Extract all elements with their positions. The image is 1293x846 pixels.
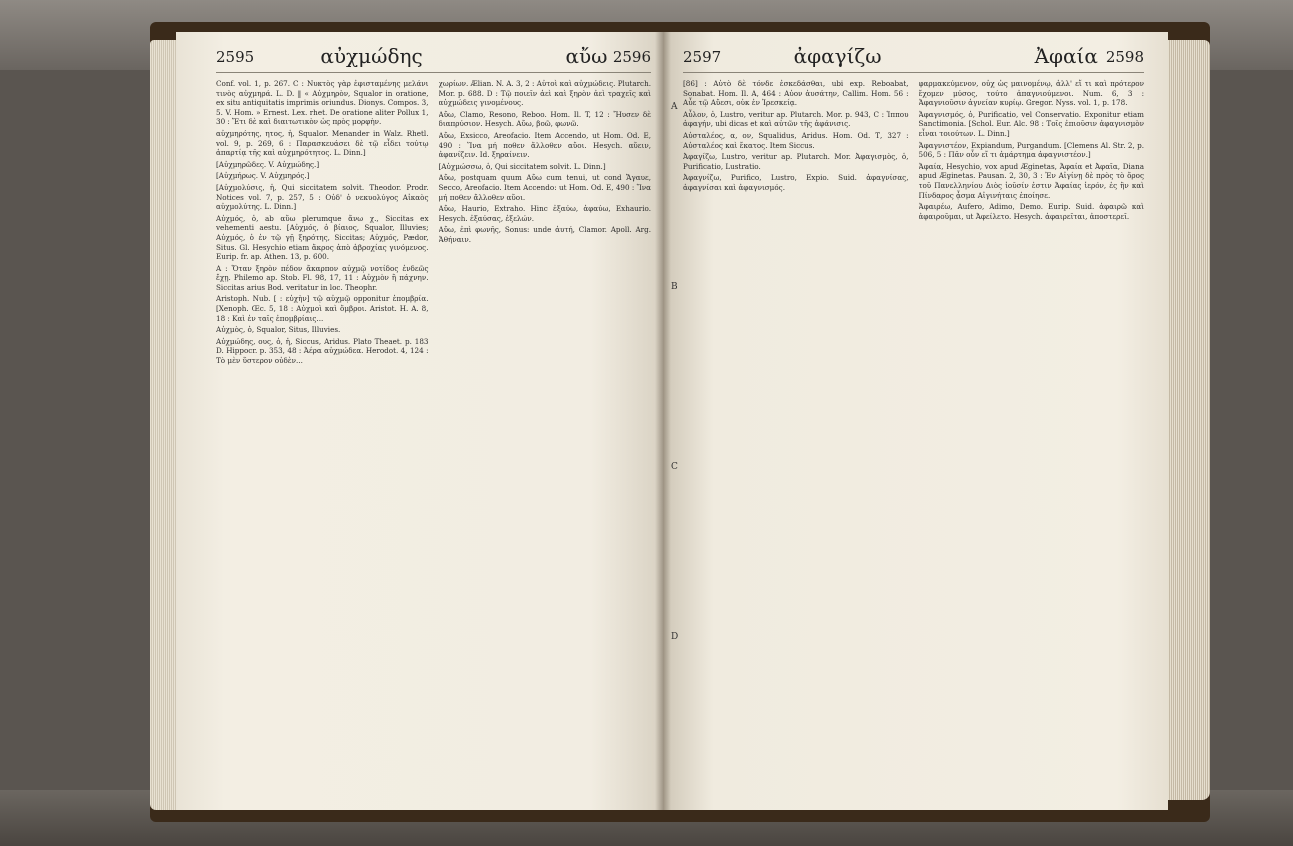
- section-letter: B: [671, 282, 678, 292]
- entry-paragraph: Ἀφαγνίζω, Purifico, Lustro, Expio. Suid. ἀφαγνίσας, ἀφαγνίσαι καὶ ἀφαγνισμός.: [683, 173, 909, 192]
- entry-paragraph: [86] : Αὐτὸ δὲ τόνδε ἐσκεδάσθαι, ubi exp. Reboabat, Sonabat. Hom. Il. A, 464 : Αὐον ἀυσάτην, Callim. Hom. 56 : Αὖε τῷ Αὔεσι, οὐκ ἐν Ἰρεσκείᾳ.: [683, 79, 909, 108]
- text-column: [216, 79, 429, 809]
- entry-paragraph: χωρίων. Ælian. N. A. 3, 2 : Αὐτοὶ καὶ αὐχμώδεις. Plutarch. Mor. p. 688. D : Τῷ ποιεῖν ἀεὶ καὶ ξηρὸν ἀεὶ τραχεῖς καὶ αὐχμώδεις γινομένους.: [438, 79, 651, 108]
- entry-paragraph: Αὐχμώδης, ους, ὁ, ἡ, Siccus, Aridus. Plato Theaet. p. 183 D. Hippocr. p. 353, 48 : Ἀέρα αὐχμώδεα. Herodot. 4, 124 : Τὸ μὲν ὕστερον οὐδὲν...: [216, 336, 429, 366]
- entry-paragraph: Αὐσταλέος, α, ον, Squalidus, Aridus. Hom. Od. Τ, 327 : Αὐσταλέος καὶ ἔκατος. Item Siccus.: [683, 130, 909, 150]
- entry-paragraph: Αὔω, ἐπὶ φωνῆς, Sonus: unde ἀυτή, Clamor. Apoll. Arg. Ἀθήναιν.: [438, 225, 651, 244]
- page-number: 2597: [683, 48, 722, 66]
- entry-paragraph: Αὐχμός, ὁ, ab αὔω plerumque ἄνω χ., Siccitas ex vehementi aestu. [Αὐχμός, ὁ βίαιος, Squalor, Illuvies; Αὐχμός, ὁ ἐν τῷ γῇ ξηρότης, Siccitas; Αὐχμός, Pædor, Situs. Gl. Hesychio etiam ἄκρος ἀπὸ ἀβροχίας γινόμενος. Eurip. fr. ap. Athen. 13, p. 600.: [216, 213, 429, 262]
- right-page: [663, 32, 1168, 810]
- running-headword: αὐχμώδης: [320, 44, 423, 68]
- entry-paragraph: [Αὐχμηρῶδες. V. Αὐχμώδης.]: [216, 159, 320, 169]
- right-page-header: [683, 44, 1144, 73]
- entry-paragraph: Ἀφαία, Hesychio, vox apud Æginetas, Ἀφαία et Ἀφαῖα, Diana apud Æginetas. Pausan. 2, 30, 3 : Ἐν Αἰγίνῃ δὲ πρὸς τὸ ὄρος τοῦ Πανελληνίου Διὸς ἰοῦσίν ἐστιν Ἀφαίας ἱερόν, ἐς ἣν καὶ Πίνδαρος ᾆσμα Αἰγινήταις ἐποίησε.: [918, 161, 1144, 200]
- entry-paragraph: Conf. vol. 1, p. 267. C : Νυκτὸς γὰρ ἐφισταμένης μελάνι τινὸς αὐχμηρά. L. D. ‖ « Αὐχμηρὸν, Squalor in oratione, ex situ antiquitatis imprimis oriundus. Dionys. Compos. 3, 5. V. Hom. » Ernest. Lex. rhet. De oratione aliter Pollux 1, 30 : Ἔτι δὲ καὶ διαιτωτικὸν ὡς πρὸς μορφὴν.: [216, 79, 429, 127]
- entry-paragraph: A : Ὅταν ξηρὸν πέδον ἄκαρπον αὐχμῷ νοτίδος ἐνδεῶς ἔχῃ. Philemo ap. Stob. Fl. 98, 17, 11 : Αὐχμὸν ἢ πάχνην. Siccitas arius Bod. veritatur in loc. Theophr.: [216, 263, 429, 292]
- entry-paragraph: Αὖλον, ὁ, Lustro, veritur ap. Plutarch. Mor. p. 943, C : Ἱππου ἀφαγήν, ubi dicas et καὶ αὐτῶν τῆς ἀφάνισις.: [683, 109, 909, 129]
- entry-paragraph: [Αὐχμήρως. V. Αὐχμηρός.]: [216, 171, 310, 181]
- page-edges-right: [1168, 40, 1210, 800]
- running-headword: ἀφαγίζω: [793, 44, 882, 68]
- page-number: 2596: [612, 48, 651, 66]
- entry-paragraph: αὐχμηρότης, ητος, ἡ, Squalor. Menander in Walz. Rhetl. vol. 9, p. 269, 6 : Παρασκευάσει δὲ τῷ εἶδει τούτῳ ἁπαρτίᾳ τῆς καὶ αὐχμηρότητος. L. Dinn.]: [216, 128, 429, 158]
- entry-paragraph: [Αὐχμολύσις, ἡ, Qui siccitatem solvit. Theodor. Prodr. Notices vol. 7, p. 257, 5 : Οὐδ' ὁ νεκυολύγος Αἰκαὸς αὐχμολύτης. L. Dinn.]: [216, 182, 429, 212]
- entry-paragraph: Αὔω, Exsicco, Areofacio. Item Accendo, ut Hom. Od. E, 490 : Ἵνα μή ποθεν ἄλλοθεν αὔοι. Hesych. αὔειν, ἀφανίζειν. Id. ξηραίνειν.: [438, 130, 651, 160]
- entry-paragraph: φαρμακεύμενον, οὐχ ὡς μαινομένῳ, ἀλλ' εἴ τι καὶ πρότερον ἔχομεν μύσος, τούτο ἀπαγνιούμενοι. Num. 6, 3 : Ἀφαγνιοῦσιν ἀγνείαν κυρίῳ. Gregor. Nyss. vol. 1, p. 178.: [918, 79, 1144, 108]
- running-headword: αὔω: [565, 44, 608, 68]
- book-gutter: [655, 32, 671, 810]
- section-letter: A: [671, 102, 678, 112]
- section-letter: D: [671, 632, 679, 642]
- page-number: 2598: [1105, 48, 1144, 66]
- entry-paragraph: Ἀφαγνισμός, ὁ, Purificatio, vel Conservatio. Exponitur etiam Sanctimonia. [Schol. Eur. Alc. 98 : Τοῖς ἐπιοῦσιν ἀφαγνισμὸν εἶναι τοιούτων. L. Dinn.]: [918, 109, 1144, 138]
- entry-paragraph: Αὔω, postquam quum Αὔω cum tenui, ut cond Ἄγαυε, Secco, Areofacio. Item Accendo: ut Hom. Od. E, 490 : Ἵνα μή ποθεν ἄλλοθεν αὔοι.: [438, 173, 651, 202]
- entry-paragraph: Αὔω, Haurio, Extraho. Hinc ἐξαύω, ἀφαύω, Exhaurio. Hesych. ἐξαύσας, ἐξελών.: [438, 204, 651, 223]
- entry-paragraph: Ἀφαιρέω, Aufero, Adimo, Demo. Eurip. Suid. ἀφαιρῶ καὶ ἀφαιροῦμαι, ut Ἀφείλετο. Hesych. ἀφαιρεῖται, ἀποστερεῖ.: [918, 202, 1144, 221]
- text-column: [439, 79, 652, 809]
- entry-paragraph: Ἀφαγνιστέον, Expiandum, Purgandum. [Clemens Al. Str. 2, p. 506, 5 : Πᾶν οὖν εἴ τι ἁμάρτημα ἀφαγνιστέον.]: [918, 140, 1144, 160]
- text-column: [919, 79, 1145, 809]
- page-number: 2595: [216, 48, 255, 66]
- page-edges-left: [150, 40, 176, 810]
- entry-paragraph: Aristoph. Nub. [ : εὐχὴν] τῷ αὐχμῷ opponitur ἐπομβρία. [Xenoph. Œc. 5, 18 : Αὐχμοὶ καὶ ὄμβροι. Aristot. H. A. 8, 18 : Καὶ ἐν ταῖς ἐπομβρίαις...: [216, 294, 429, 323]
- entry-paragraph: Αὐχμὸς, ὁ, Squalor, Situs, Illuvies.: [216, 325, 341, 335]
- entry-paragraph: Ἀφαγίζω, Lustro, veritur ap. Plutarch. Mor. Ἀφαγισμὸς, ὁ, Purificatio, Lustratio.: [683, 152, 909, 171]
- left-page-header: [216, 44, 651, 73]
- entry-paragraph: [Αὐχμώσσω, ὁ, Qui siccitatem solvit. L. Dinn.]: [438, 161, 606, 171]
- text-column: [683, 79, 909, 809]
- left-page: [176, 32, 663, 810]
- entry-paragraph: Αὔω, Clamo, Resono, Reboo. Hom. Il. T, 12 : Ἤυσεν δὲ διαπρύσιον. Hesych. Αὔω, βοῶ, φωνῶ.: [438, 109, 651, 129]
- section-letter: C: [671, 462, 678, 472]
- running-headword: Ἀφαία: [1034, 44, 1098, 68]
